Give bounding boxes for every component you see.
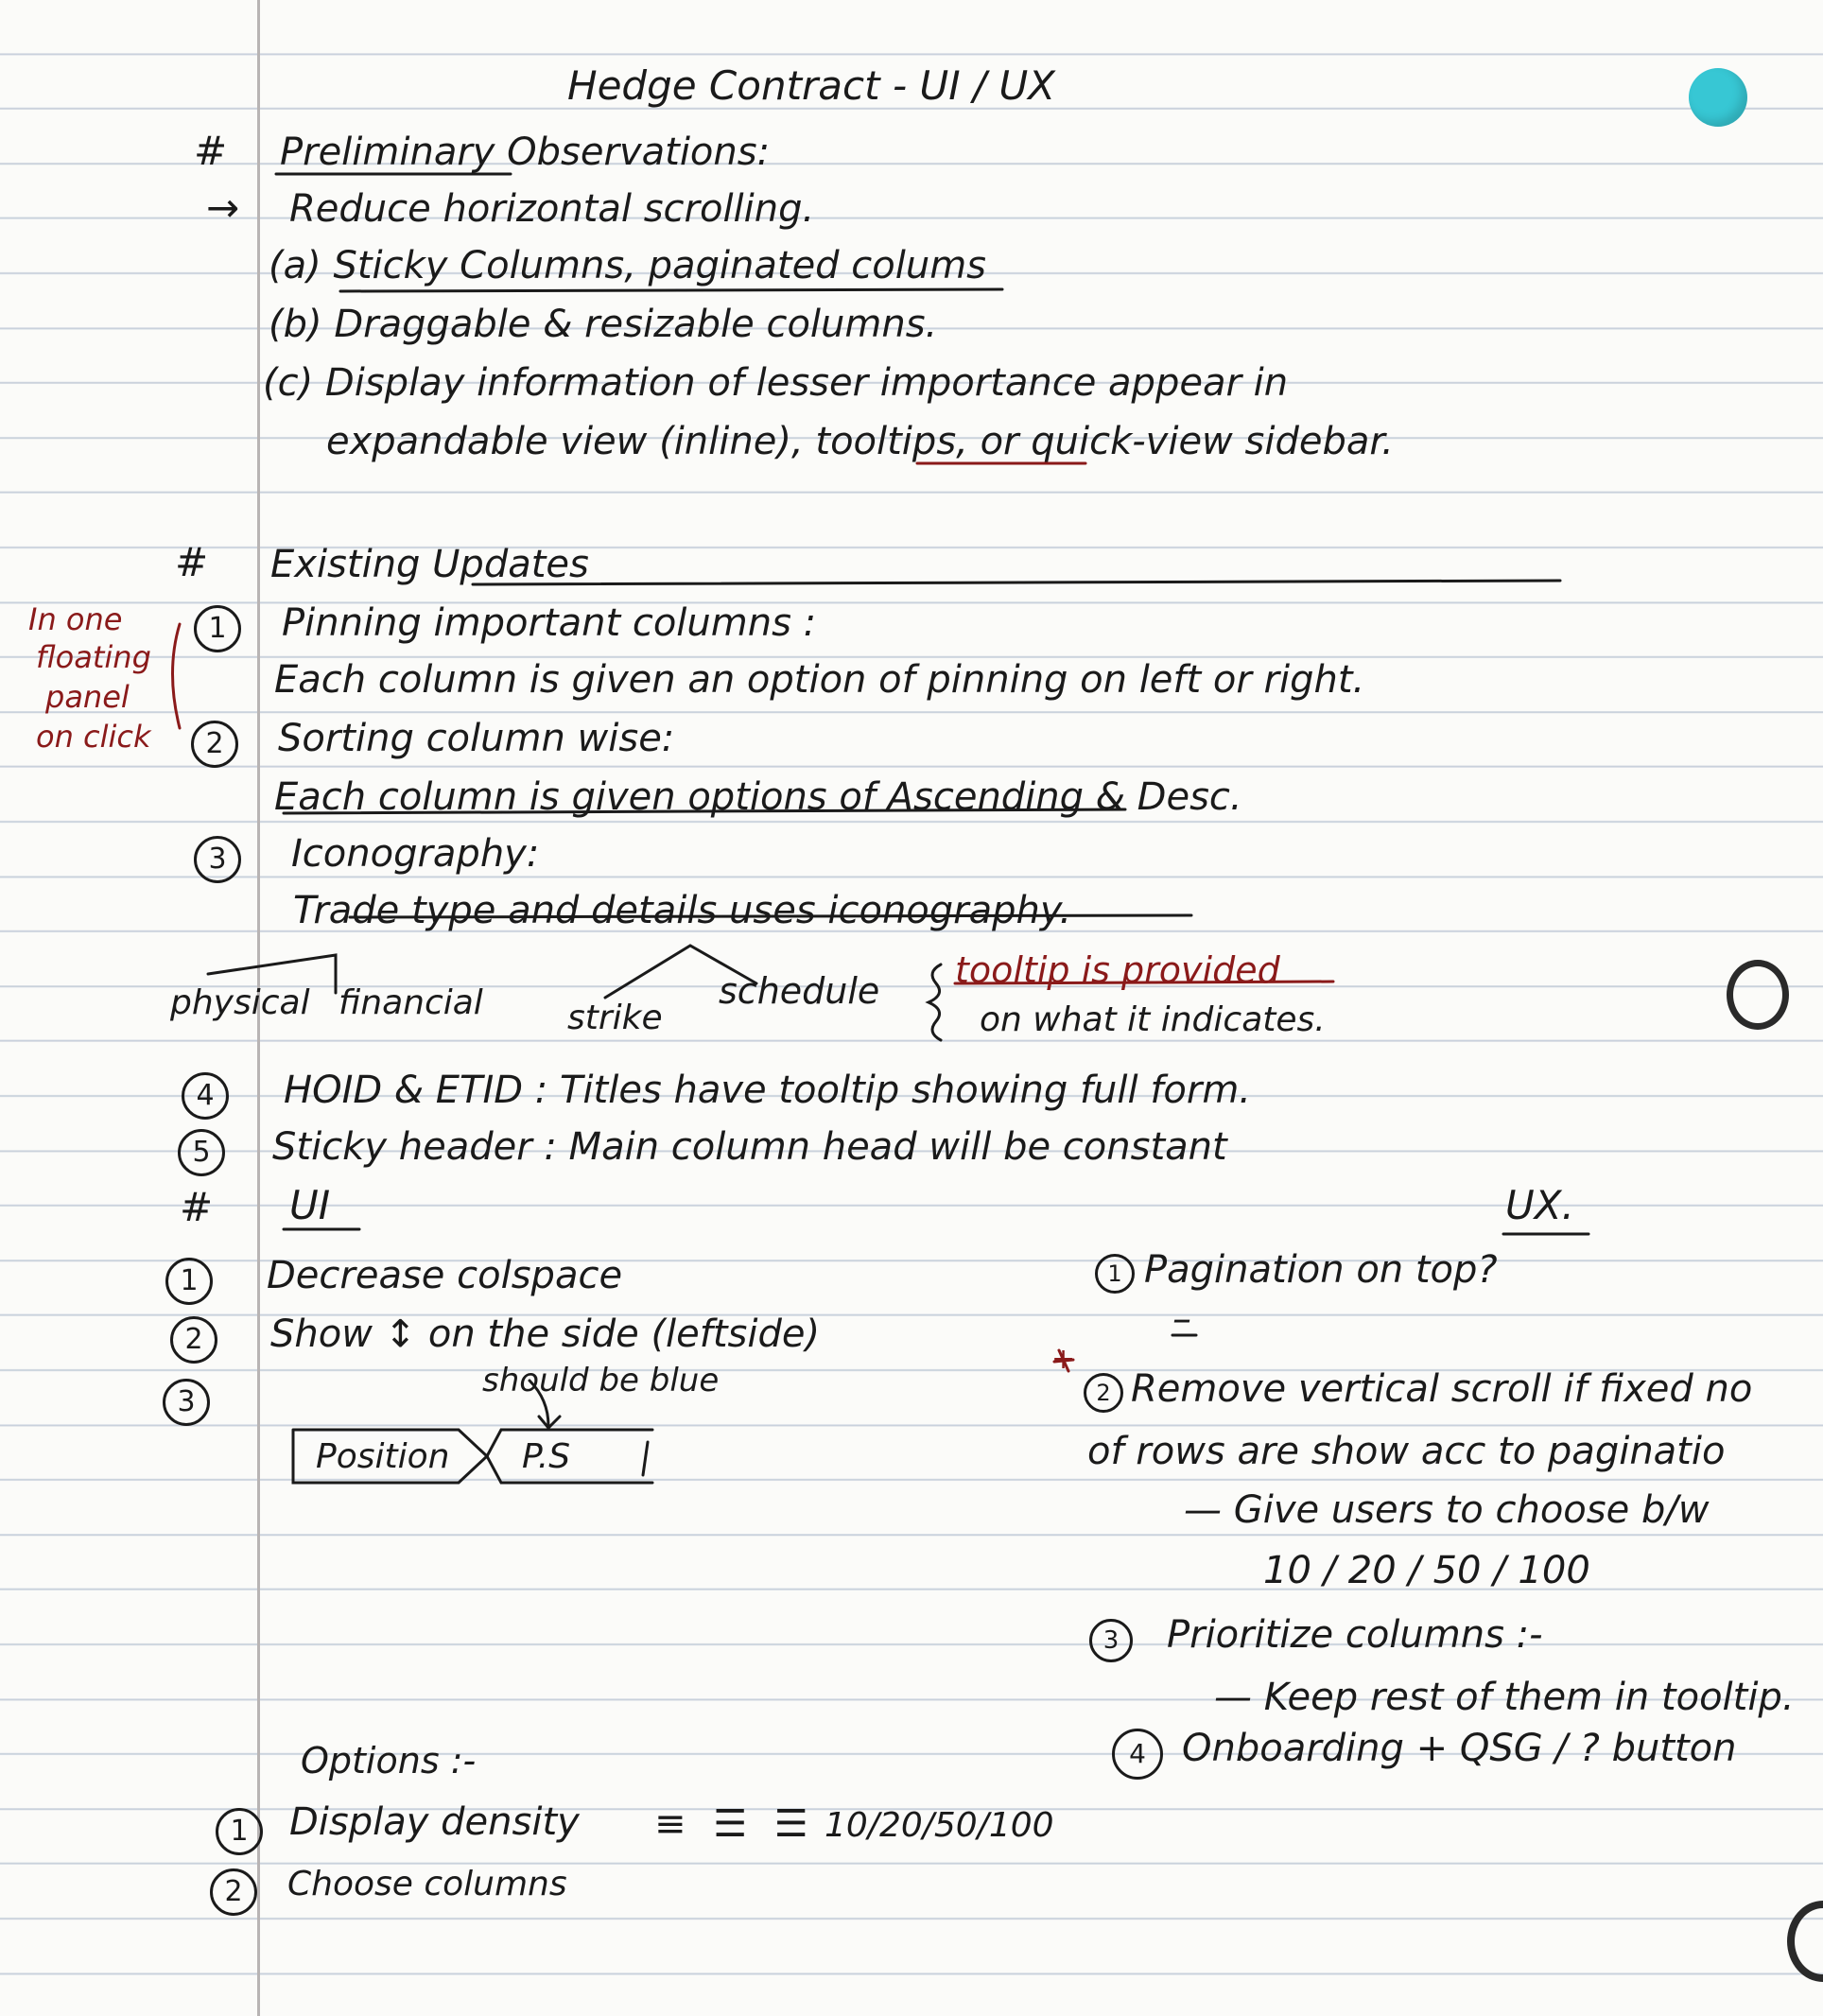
dash-mark: – [1172, 1297, 1191, 1341]
item-number: 3 [194, 836, 241, 883]
tooltip-note-line1: tooltip is provided [955, 949, 1280, 991]
margin-note-brace [173, 624, 181, 728]
ui-item-colspace: Decrease colspace [267, 1254, 623, 1297]
density-icons: ≡ ☰ ☰ [654, 1802, 816, 1846]
item-a: (a) Sticky Columns, paginated colums [269, 244, 987, 287]
tab-position: Position [316, 1437, 450, 1476]
point-reduce-scroll: Reduce horizontal scrolling. [289, 187, 815, 231]
ui-heading: UI [289, 1182, 331, 1228]
section-heading-existing: Existing Updates [270, 543, 589, 586]
underline-draggable [340, 289, 1002, 291]
margin-note-line1: In one [28, 601, 123, 637]
item-sorting-desc: Each column is given options of Ascending & Desc. [274, 775, 1242, 819]
margin-note-line4: on click [36, 719, 151, 755]
section-marker: # [194, 128, 228, 174]
item-number: 1 [216, 1808, 263, 1855]
star-mark: + [1051, 1343, 1076, 1376]
icon-label-schedule: schedule [719, 970, 880, 1012]
item-number: 5 [178, 1129, 225, 1176]
item-number: 4 [1112, 1729, 1163, 1780]
ux-item-remove-scroll: Remove vertical scroll if fixed no [1131, 1367, 1753, 1411]
item-number: 2 [170, 1316, 217, 1364]
item-c: (c) Display information of lesser importance appear in [263, 361, 1289, 405]
underline-pinning [473, 581, 1560, 584]
item-number: 2 [191, 721, 238, 768]
item-number: 3 [1089, 1619, 1133, 1662]
margin-note-line3: panel [45, 679, 130, 715]
section-marker: # [175, 539, 209, 585]
blue-note: should be blue [482, 1362, 720, 1399]
ux-item-remove-scroll-2: of rows are show acc to paginatio [1087, 1430, 1726, 1473]
option-density-values: 10/20/50/100 [825, 1806, 1054, 1845]
option-choose-columns: Choose columns [287, 1865, 567, 1903]
ux-heading: UX. [1505, 1182, 1574, 1228]
item-pinning-desc: Each column is given an option of pinning on left or right. [274, 658, 1365, 702]
tooltip-note-line2: on what it indicates. [980, 1000, 1326, 1039]
ux-item-remove-scroll-3: — Give users to choose b/w [1184, 1488, 1710, 1532]
tab-ps: P.S [522, 1437, 571, 1476]
ui-item-show-side: Show ↕ on the side (leftside) [270, 1312, 821, 1356]
item-number: 3 [163, 1379, 210, 1426]
item-iconography-title: Iconography: [291, 832, 540, 876]
icon-label-physical: physical [170, 983, 310, 1022]
item-pinning-title: Pinning important columns : [282, 601, 817, 645]
item-sorting-title: Sorting column wise: [278, 717, 675, 760]
item-number: 2 [1084, 1373, 1123, 1413]
ux-item-prioritize: Prioritize columns :- [1167, 1613, 1543, 1657]
page-title: Hedge Contract - UI / UX [567, 62, 1055, 109]
item-number: 2 [210, 1868, 257, 1916]
ux-item-prioritize-2: — Keep rest of them in tooltip. [1214, 1676, 1795, 1719]
option-display-density: Display density [289, 1800, 580, 1844]
options-heading: Options :- [301, 1740, 477, 1781]
item-c-continued: expandable view (inline), tooltips, or quick-view sidebar. [326, 420, 1394, 463]
icon-label-strike: strike [567, 999, 663, 1037]
arrow-bullet: → [206, 184, 240, 231]
ux-item-remove-scroll-4: 10 / 20 / 50 / 100 [1263, 1549, 1590, 1592]
icon-label-financial: financial [339, 983, 483, 1022]
ux-item-onboarding: Onboarding + QSG / ? button [1182, 1727, 1737, 1770]
item-b: (b) Draggable & resizable columns. [269, 303, 938, 346]
item-sticky-header: Sticky header : Main column head will be constant [272, 1125, 1227, 1169]
section-heading-preliminary: Preliminary Observations: [280, 130, 771, 174]
margin-note-line2: floating [36, 639, 151, 675]
item-hoid-etid: HOID & ETID : Titles have tooltip showing full form. [284, 1069, 1252, 1112]
item-iconography-desc: Trade type and details uses iconography. [293, 889, 1072, 932]
item-number: 4 [182, 1072, 229, 1120]
item-number: 1 [194, 605, 241, 652]
item-number: 1 [165, 1258, 213, 1305]
ux-item-pagination: Pagination on top? [1144, 1248, 1498, 1292]
item-number: 1 [1095, 1254, 1135, 1294]
brace-tooltip [929, 965, 941, 1040]
section-marker: # [180, 1184, 214, 1230]
